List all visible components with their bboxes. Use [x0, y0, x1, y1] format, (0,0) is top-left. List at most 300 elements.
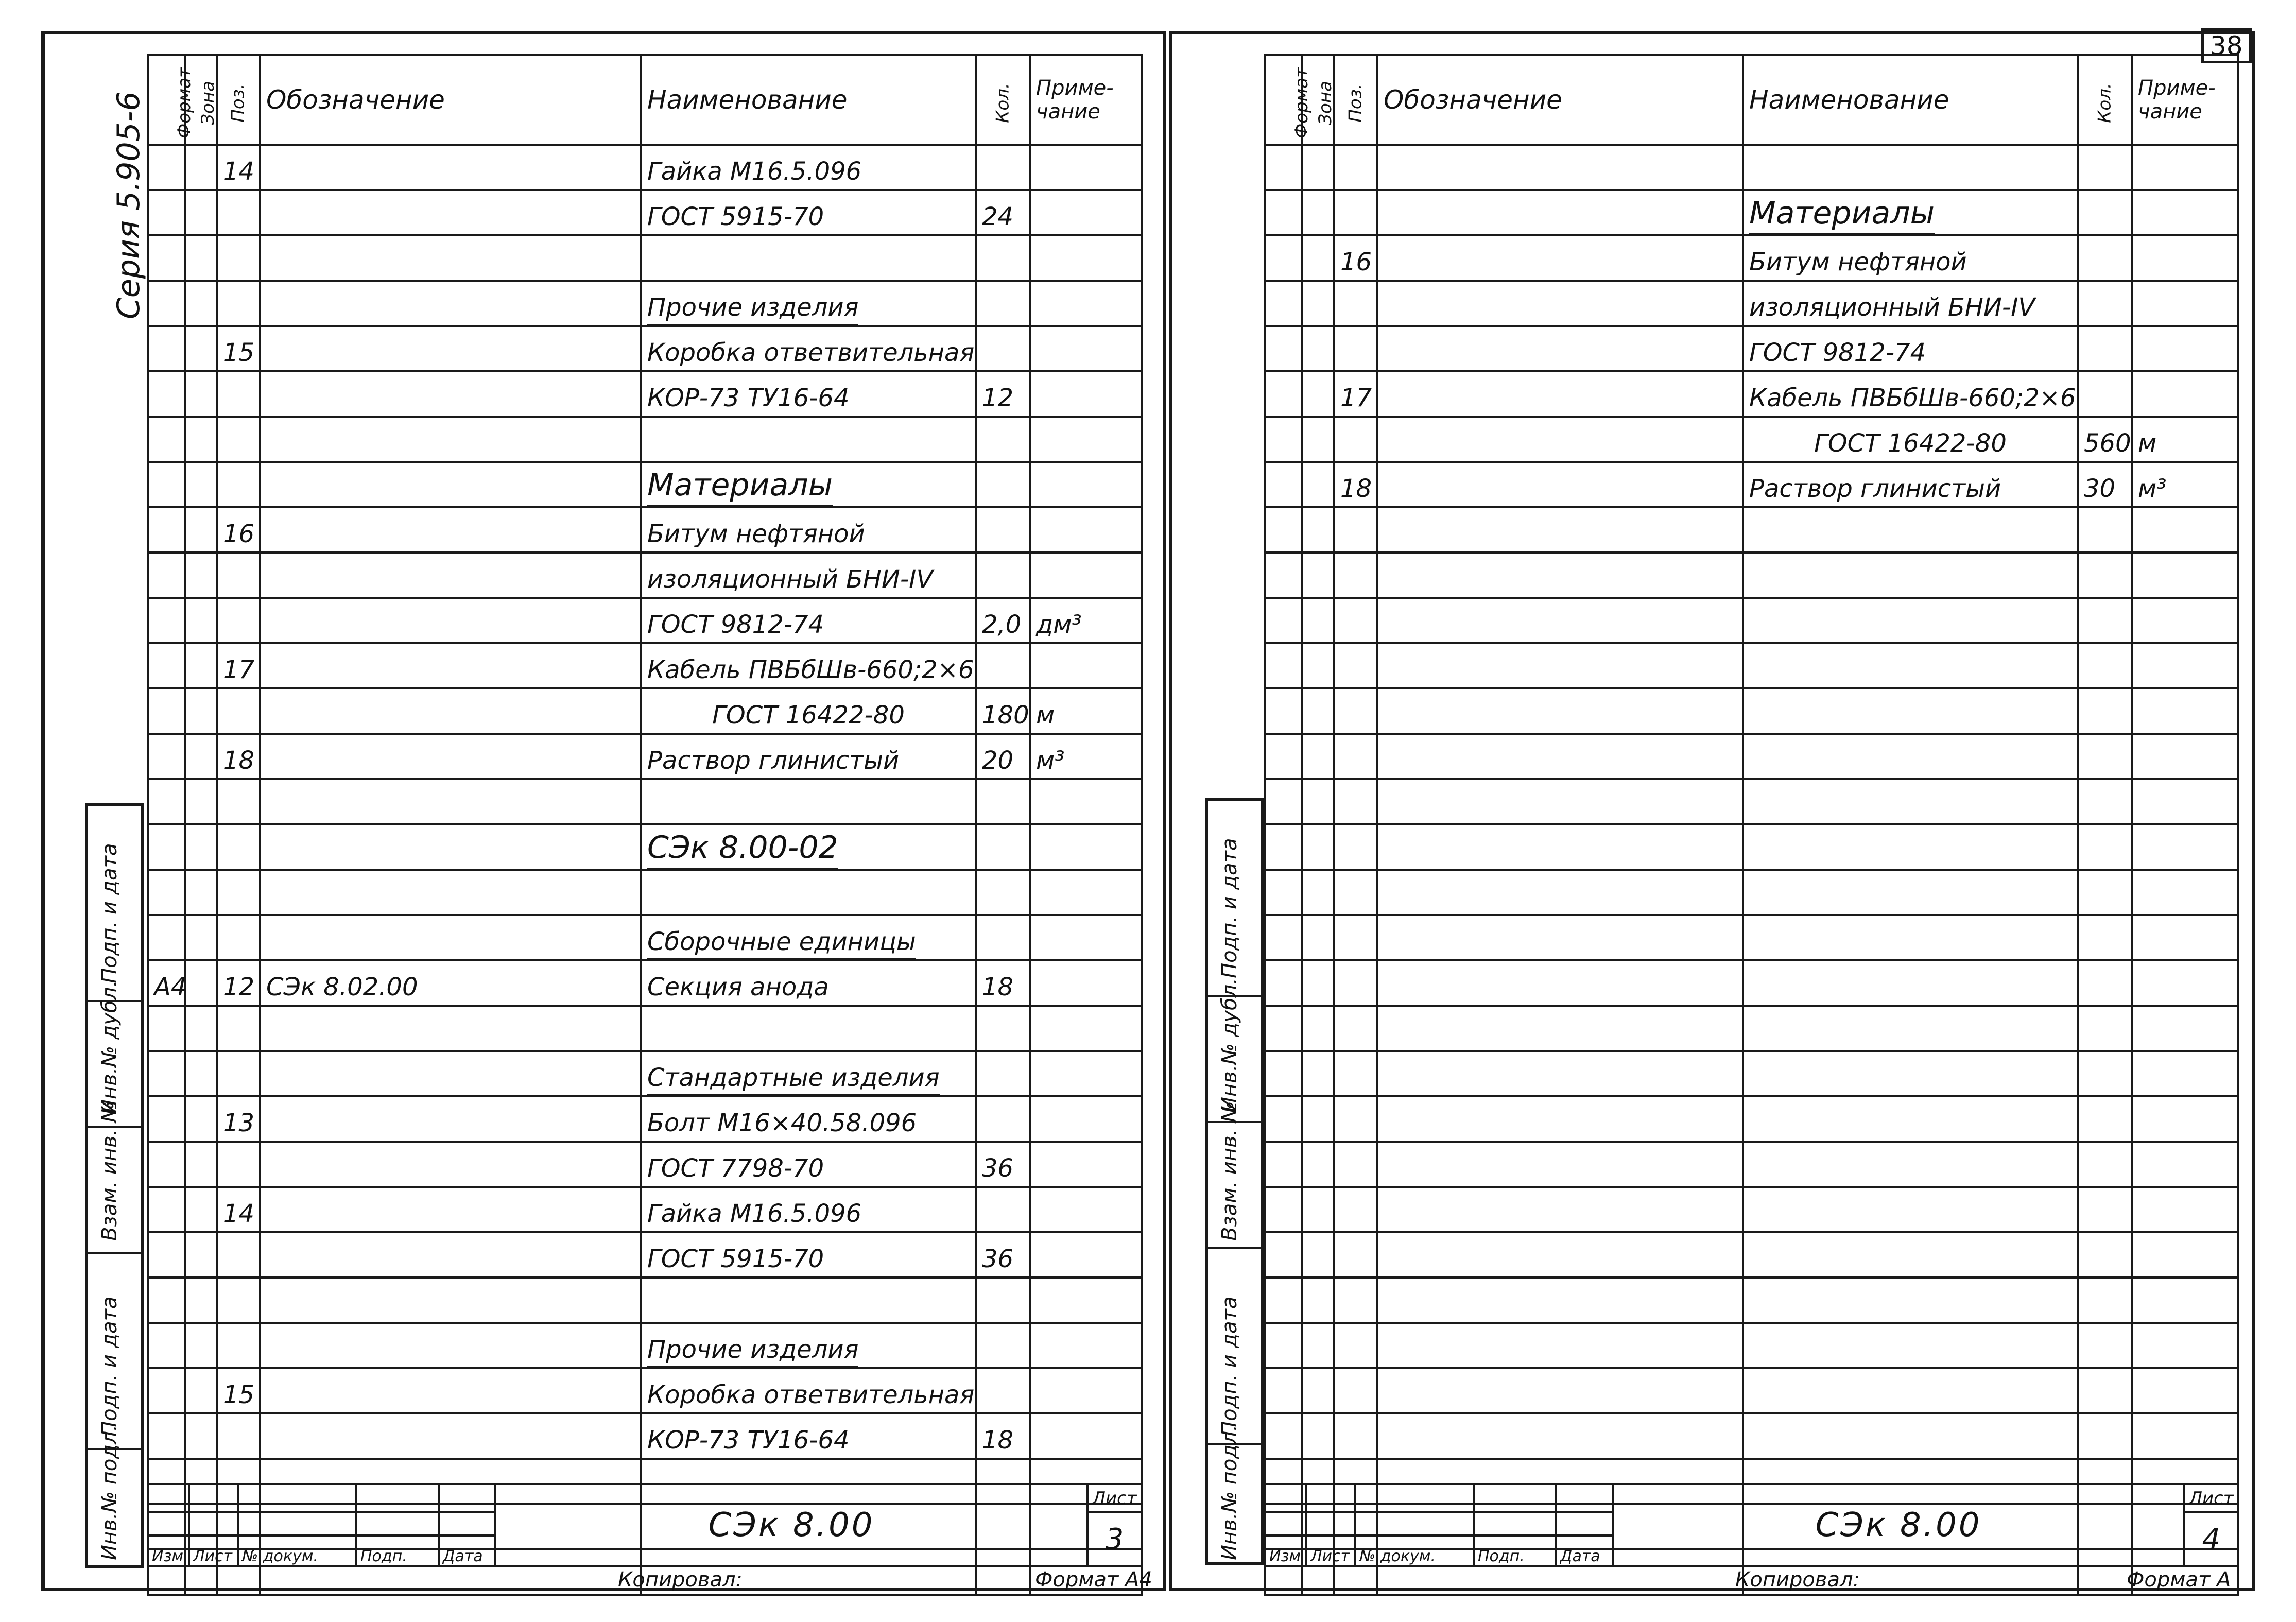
designation-cell [260, 417, 641, 462]
designation-cell [1377, 1142, 1743, 1187]
name-cell [641, 417, 976, 462]
name-cell: ГОСТ 9812-74 [1743, 326, 2078, 371]
pos-cell [217, 1323, 260, 1368]
qty-cell [976, 553, 1030, 598]
zone-cell [1302, 1413, 1334, 1459]
format-cell [1265, 1051, 1302, 1096]
note-cell [1030, 190, 1142, 235]
format-cell [1265, 1368, 1302, 1413]
zone-cell [1302, 734, 1334, 779]
note-cell [2132, 734, 2238, 779]
qty-cell [976, 462, 1030, 507]
table-row [148, 281, 1142, 326]
qty-cell: 560 [2078, 417, 2132, 462]
format-cell [1265, 1323, 1302, 1368]
name-cell [1743, 824, 2078, 870]
header-qty: Кол. [976, 55, 1030, 145]
designation-cell [1377, 1096, 1743, 1142]
table-row [1265, 1278, 2238, 1323]
name-cell: изоляционный БНИ-IV [641, 553, 976, 598]
right-copied-by: Копировал: [1735, 1568, 1860, 1592]
pos-cell: 18 [1334, 462, 1377, 507]
left-stamp-sheet-label: Лист [1087, 1484, 1142, 1512]
designation-cell [260, 462, 641, 507]
note-cell [2132, 643, 2238, 688]
qty-cell [976, 1278, 1030, 1323]
designation-cell [1377, 915, 1743, 960]
zone-cell [1302, 371, 1334, 417]
format-cell [148, 824, 185, 870]
zone-cell [1302, 281, 1334, 326]
pos-cell: 16 [217, 507, 260, 553]
designation-cell [260, 598, 641, 643]
format-cell [148, 1006, 185, 1051]
name-cell [1743, 1368, 2078, 1413]
format-cell [148, 598, 185, 643]
left-side-label-3: Взам. инв. № [98, 1101, 122, 1241]
name-cell: Битум нефтяной [641, 507, 976, 553]
format-cell [148, 1413, 185, 1459]
format-cell [148, 281, 185, 326]
format-cell [1265, 235, 1302, 281]
name-cell [641, 779, 976, 824]
table-row [148, 507, 1142, 553]
name-cell [1743, 1232, 2078, 1278]
header-name: Наименование [641, 55, 976, 145]
designation-cell [1377, 598, 1743, 643]
pos-cell: 17 [217, 643, 260, 688]
note-cell [1030, 1006, 1142, 1051]
format-cell [148, 779, 185, 824]
right-spec-table [1264, 54, 2239, 1596]
name-cell [1743, 598, 2078, 643]
right-title-block [1264, 1483, 2239, 1567]
note-cell [1030, 870, 1142, 915]
name-cell [1743, 779, 2078, 824]
stamp-change: Изм [1265, 1535, 1306, 1566]
name-cell: Материалы [641, 462, 976, 507]
name-cell [1743, 553, 2078, 598]
table-row [148, 1368, 1142, 1413]
qty-cell [2078, 824, 2132, 870]
designation-cell [260, 779, 641, 824]
table-row [148, 915, 1142, 960]
table-row [1265, 1142, 2238, 1187]
name-cell: ГОСТ 16422-80 [1743, 417, 2078, 462]
note-cell [1030, 960, 1142, 1006]
qty-cell [976, 643, 1030, 688]
left-side-label-1: Подп. и дата [98, 843, 122, 983]
note-cell [1030, 643, 1142, 688]
page-number: 38 [2201, 28, 2252, 63]
name-cell [1743, 1187, 2078, 1232]
header-format: Формат [1265, 55, 1302, 145]
header-designation: Обозначение [260, 55, 641, 145]
note-cell: дм³ [1030, 598, 1142, 643]
qty-cell [2078, 960, 2132, 1006]
zone-cell [1302, 1232, 1334, 1278]
note-cell [2132, 235, 2238, 281]
format-cell [1265, 553, 1302, 598]
format-cell [148, 507, 185, 553]
table-row [148, 1187, 1142, 1232]
designation-cell [260, 326, 641, 371]
qty-cell [976, 1187, 1030, 1232]
designation-cell [260, 1051, 641, 1096]
left-side-label-2: Инв.№ дубл. [98, 980, 122, 1115]
format-cell [1265, 507, 1302, 553]
note-cell [2132, 326, 2238, 371]
zone-cell [185, 553, 217, 598]
table-row [1265, 1413, 2238, 1459]
format-cell [1265, 1413, 1302, 1459]
qty-cell [2078, 1187, 2132, 1232]
name-cell: Прочие изделия [641, 1323, 976, 1368]
pos-cell [217, 824, 260, 870]
note-cell [1030, 235, 1142, 281]
zone-cell [1302, 643, 1334, 688]
note-cell [2132, 507, 2238, 553]
note-cell [2132, 1232, 2238, 1278]
note-cell [1030, 281, 1142, 326]
name-cell: Гайка М16.5.096 [641, 145, 976, 190]
pos-cell [1334, 281, 1377, 326]
designation-cell [1377, 1006, 1743, 1051]
table-row [1265, 507, 2238, 553]
zone-cell [1302, 145, 1334, 190]
qty-cell [2078, 915, 2132, 960]
format-cell [148, 643, 185, 688]
table-row [1265, 960, 2238, 1006]
designation-cell [260, 507, 641, 553]
header-zone: Зона [185, 55, 217, 145]
name-cell: ГОСТ 5915-70 [641, 190, 976, 235]
note-cell [1030, 462, 1142, 507]
name-cell [1743, 1096, 2078, 1142]
format-cell [148, 417, 185, 462]
format-cell [148, 462, 185, 507]
zone-cell [1302, 870, 1334, 915]
format-cell [148, 1232, 185, 1278]
table-row [1265, 824, 2238, 870]
format-cell [1265, 779, 1302, 824]
qty-cell: 36 [976, 1232, 1030, 1278]
designation-cell [260, 1278, 641, 1323]
qty-cell: 24 [976, 190, 1030, 235]
zone-cell [1302, 462, 1334, 507]
format-cell [1265, 326, 1302, 371]
zone-cell [1302, 553, 1334, 598]
table-row [148, 643, 1142, 688]
table-row [1265, 553, 2238, 598]
designation-cell [260, 1096, 641, 1142]
pos-cell: 13 [217, 1096, 260, 1142]
table-row [148, 235, 1142, 281]
note-cell [1030, 1051, 1142, 1096]
designation-cell [1377, 190, 1743, 235]
format-cell [148, 371, 185, 417]
designation-cell [1377, 1368, 1743, 1413]
designation-cell [260, 553, 641, 598]
qty-cell [2078, 190, 2132, 235]
left-spec-table [147, 54, 1143, 1596]
note-cell [2132, 553, 2238, 598]
left-title-block [147, 1483, 1143, 1567]
name-cell: Битум нефтяной [1743, 235, 2078, 281]
name-cell: Кабель ПВБбШв-660;2×6 [1743, 371, 2078, 417]
pos-cell [217, 462, 260, 507]
name-cell: Гайка М16.5.096 [641, 1187, 976, 1232]
format-cell [148, 734, 185, 779]
designation-cell [1377, 960, 1743, 1006]
pos-cell [1334, 734, 1377, 779]
stamp-sheet: Лист [189, 1535, 238, 1566]
designation-cell [1377, 870, 1743, 915]
qty-cell: 36 [976, 1142, 1030, 1187]
designation-cell [1377, 643, 1743, 688]
note-cell [1030, 371, 1142, 417]
note-cell: м³ [2132, 462, 2238, 507]
designation-cell [1377, 1323, 1743, 1368]
zone-cell [185, 1051, 217, 1096]
right-stamp-sheet-label: Лист [2184, 1484, 2238, 1512]
name-cell: Кабель ПВБбШв-660;2×6 [641, 643, 976, 688]
table-row [148, 1051, 1142, 1096]
qty-cell [2078, 643, 2132, 688]
note-cell [1030, 1368, 1142, 1413]
header-qty: Кол. [2078, 55, 2132, 145]
name-cell: Стандартные изделия [641, 1051, 976, 1096]
name-cell [1743, 870, 2078, 915]
note-cell [2132, 1096, 2238, 1142]
qty-cell [976, 145, 1030, 190]
name-cell: ГОСТ 7798-70 [641, 1142, 976, 1187]
table-row [148, 145, 1142, 190]
zone-cell [185, 281, 217, 326]
table-row [1265, 462, 2238, 507]
note-cell [1030, 1232, 1142, 1278]
zone-cell [185, 779, 217, 824]
qty-cell [976, 1368, 1030, 1413]
qty-cell: 20 [976, 734, 1030, 779]
note-cell [2132, 779, 2238, 824]
designation-cell [1377, 779, 1743, 824]
designation-cell [1377, 1187, 1743, 1232]
zone-cell [185, 1413, 217, 1459]
name-cell [641, 1278, 976, 1323]
designation-cell [1377, 688, 1743, 734]
zone-cell [185, 915, 217, 960]
header-pos: Поз. [217, 55, 260, 145]
name-cell: ГОСТ 5915-70 [641, 1232, 976, 1278]
pos-cell [1334, 960, 1377, 1006]
stamp-date: Дата [439, 1535, 495, 1566]
pos-cell [217, 235, 260, 281]
qty-cell [976, 870, 1030, 915]
right-side-label-2: Инв.№ дубл. [1218, 978, 1241, 1112]
table-row [1265, 145, 2238, 190]
format-cell [1265, 417, 1302, 462]
zone-cell [1302, 1006, 1334, 1051]
qty-cell: 180 [976, 688, 1030, 734]
pos-cell: 12 [217, 960, 260, 1006]
pos-cell [1334, 1368, 1377, 1413]
right-side-label-3: Взам. инв. № [1218, 1101, 1241, 1241]
note-cell [2132, 915, 2238, 960]
designation-cell [260, 688, 641, 734]
zone-cell [185, 417, 217, 462]
note-cell [1030, 1142, 1142, 1187]
pos-cell [217, 1232, 260, 1278]
table-row [148, 688, 1142, 734]
qty-cell [976, 915, 1030, 960]
header-name: Наименование [1743, 55, 2078, 145]
pos-cell [1334, 1006, 1377, 1051]
note-cell [2132, 1323, 2238, 1368]
table-row [148, 1096, 1142, 1142]
note-cell [2132, 870, 2238, 915]
format-cell [148, 688, 185, 734]
pos-cell: 15 [217, 326, 260, 371]
table-row [148, 190, 1142, 235]
zone-cell [185, 1232, 217, 1278]
zone-cell [1302, 507, 1334, 553]
table-row [148, 1006, 1142, 1051]
name-cell: Коробка ответвительная [641, 1368, 976, 1413]
qty-cell [2078, 507, 2132, 553]
name-cell [1743, 915, 2078, 960]
table-row [148, 1232, 1142, 1278]
header-designation: Обозначение [1377, 55, 1743, 145]
name-cell: КОР-73 ТУ16-64 [641, 371, 976, 417]
table-row [148, 734, 1142, 779]
qty-cell: 30 [2078, 462, 2132, 507]
format-cell [148, 1187, 185, 1232]
pos-cell [217, 371, 260, 417]
format-cell [148, 235, 185, 281]
table-row [1265, 281, 2238, 326]
pos-cell [217, 281, 260, 326]
pos-cell [217, 598, 260, 643]
table-row [148, 417, 1142, 462]
format-cell [1265, 1278, 1302, 1323]
qty-cell [976, 326, 1030, 371]
qty-cell [976, 281, 1030, 326]
stamp-sign: Подп. [1474, 1535, 1556, 1566]
pos-cell [217, 915, 260, 960]
qty-cell [2078, 1278, 2132, 1323]
zone-cell [185, 507, 217, 553]
note-cell [1030, 145, 1142, 190]
format-cell [1265, 462, 1302, 507]
name-cell [1743, 688, 2078, 734]
zone-cell [1302, 1278, 1334, 1323]
pos-cell [1334, 190, 1377, 235]
zone-cell [1302, 688, 1334, 734]
pos-cell [217, 1051, 260, 1096]
zone-cell [185, 190, 217, 235]
pos-cell [1334, 598, 1377, 643]
zone-cell [185, 1006, 217, 1051]
table-row [1265, 1096, 2238, 1142]
table-row [1265, 1323, 2238, 1368]
zone-cell [185, 1187, 217, 1232]
note-cell [2132, 1051, 2238, 1096]
qty-cell [976, 1323, 1030, 1368]
zone-cell [185, 598, 217, 643]
format-cell [1265, 688, 1302, 734]
name-cell [1743, 960, 2078, 1006]
format-cell [148, 145, 185, 190]
table-row [148, 462, 1142, 507]
note-cell [2132, 371, 2238, 417]
note-cell [2132, 688, 2238, 734]
zone-cell [1302, 190, 1334, 235]
format-cell [1265, 145, 1302, 190]
pos-cell: 14 [217, 1187, 260, 1232]
qty-cell [2078, 1051, 2132, 1096]
note-cell [2132, 190, 2238, 235]
pos-cell [1334, 1323, 1377, 1368]
name-cell [1743, 507, 2078, 553]
format-cell [1265, 960, 1302, 1006]
designation-cell [260, 1232, 641, 1278]
designation-cell [260, 190, 641, 235]
pos-cell [217, 1278, 260, 1323]
qty-cell [2078, 1096, 2132, 1142]
header-note: Приме-чание [2132, 55, 2238, 145]
name-cell: Секция анода [641, 960, 976, 1006]
format-cell [1265, 643, 1302, 688]
qty-cell [2078, 281, 2132, 326]
qty-cell [976, 507, 1030, 553]
table-row [1265, 1187, 2238, 1232]
name-cell: Раствор глинистый [641, 734, 976, 779]
format-cell [148, 915, 185, 960]
note-cell [2132, 281, 2238, 326]
table-row [1265, 190, 2238, 235]
qty-cell [2078, 553, 2132, 598]
qty-cell [2078, 326, 2132, 371]
name-cell [641, 1006, 976, 1051]
name-cell [1743, 145, 2078, 190]
designation-cell: СЭк 8.02.00 [260, 960, 641, 1006]
note-cell [2132, 598, 2238, 643]
name-cell: Коробка ответвительная [641, 326, 976, 371]
table-row [148, 960, 1142, 1006]
table-row [148, 1142, 1142, 1187]
zone-cell [185, 960, 217, 1006]
zone-cell [185, 1323, 217, 1368]
note-cell [1030, 779, 1142, 824]
pos-cell [1334, 1051, 1377, 1096]
pos-cell [217, 1006, 260, 1051]
header-pos: Поз. [1334, 55, 1377, 145]
pos-cell [217, 553, 260, 598]
table-row [1265, 235, 2238, 281]
qty-cell [976, 417, 1030, 462]
designation-cell [1377, 734, 1743, 779]
zone-cell [1302, 1323, 1334, 1368]
table-row [1265, 734, 2238, 779]
designation-cell [260, 371, 641, 417]
format-cell [148, 870, 185, 915]
name-cell [1743, 1413, 2078, 1459]
zone-cell [1302, 598, 1334, 643]
pos-cell [1334, 326, 1377, 371]
pos-cell [1334, 1187, 1377, 1232]
qty-cell [2078, 145, 2132, 190]
